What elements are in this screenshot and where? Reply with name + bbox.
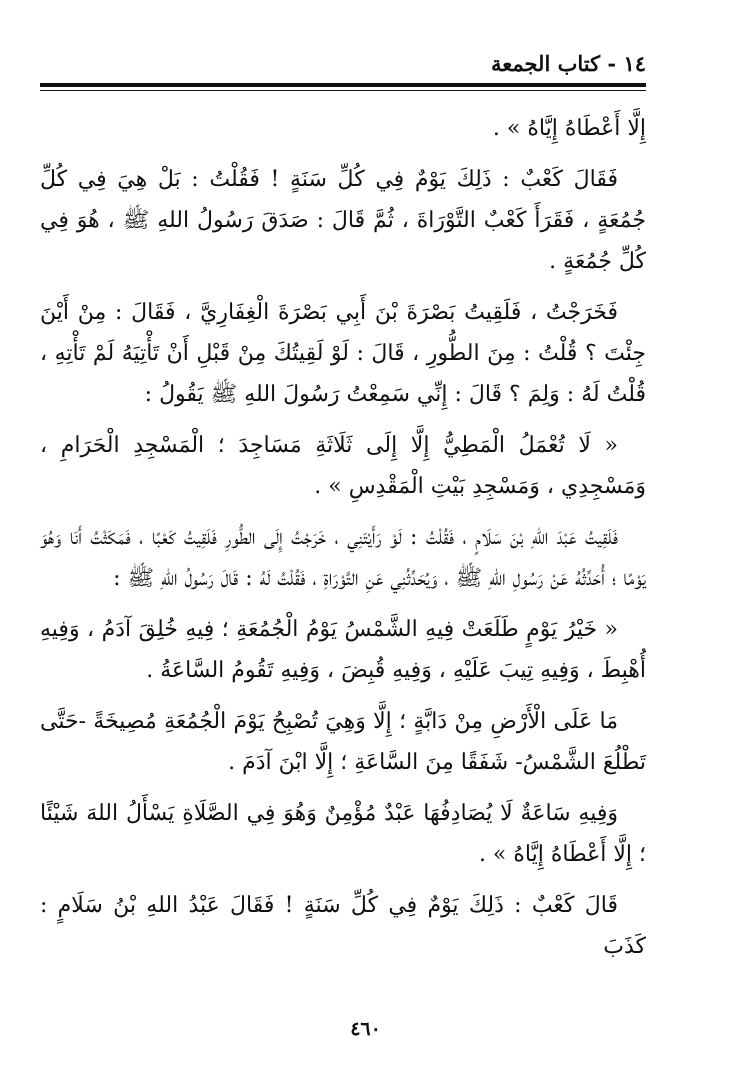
hadith-creatures: مَا عَلَى الْأَرْضِ مِنْ دَابَّةٍ ؛ إِلَّا وَهِيَ تُصْبِحُ يَوْمَ الْجُمُعَةِ مُصِيخَةً -حَتَّى تَطْلُعَ الشَّمْسُ- شَفَقًا مِنَ السَّاعَةِ ؛ إِلَّا ابْنَ آدَمَ . — [40, 709, 646, 775]
paragraph-kab-reply: فَقَالَ كَعْبٌ : ذَلِكَ يَوْمٌ فِي كُلِّ سَنَةٍ ! فَقُلْتُ : بَلْ هِيَ فِي كُلِّ جُمُعَةٍ ، فَقَرَأَ كَعْبٌ التَّوْرَاةَ ، ثُمَّ قَالَ : صَدَقَ رَسُولُ اللهِ ﷺ ، هُوَ فِي كُلِّ جُمُعَةٍ . — [40, 167, 646, 274]
header-rule-thin — [40, 90, 646, 91]
hadith-best-day: « خَيْرُ يَوْمٍ طَلَعَتْ فِيهِ الشَّمْسُ يَوْمُ الْجُمُعَةِ ؛ فِيهِ خُلِقَ آدَمُ ، وَفِيهِ أُهْبِطَ ، وَفِيهِ تِيبَ عَلَيْهِ ، وَفِيهِ قُبِضَ ، وَفِيهِ تَقُومُ السَّاعَةُ . — [40, 617, 646, 683]
running-head: ١٤ - كتاب الجمعة — [490, 51, 646, 76]
paragraph-abdullah-meeting: فَلَقِيتُ عَبْدَ اللهِ بْنَ سَلَامٍ ، فَقُلْتُ : لَوْ رَأَيْتَنِي ، خَرَجْتُ إِلَى الطُّورِ فَلَقِيتُ كَعْبًا ، فَمَكَثْتُ أَنَا وَهُوَ يَوْمًا ؛ أُحَدِّثُهُ عَنْ رَسُولِ اللهِ ﷺ ، وَيُحَدِّثُنِي عَنِ التَّوْرَاةِ ، فَقُلْتُ لَهُ : قَالَ رَسُولُ اللهِ ﷺ : — [40, 525, 646, 591]
header-rule-thick — [40, 83, 646, 87]
hadith-hour: وَفِيهِ سَاعَةٌ لَا يُصَادِفُهَا عَبْدٌ مُؤْمِنٌ وَهُوَ فِي الصَّلَاةِ يَسْأَلُ اللهَ شَيْئًا ؛ إِلَّا أَعْطَاهُ إِيَّاهُ » . — [40, 801, 646, 867]
paragraph-kab-says: قَالَ كَعْبٌ : ذَلِكَ يَوْمٌ فِي كُلِّ سَنَةٍ ! فَقَالَ عَبْدُ اللهِ بْنُ سَلَامٍ : كَذَبَ — [40, 893, 646, 959]
paragraph-basra-meeting: فَخَرَجْتُ ، فَلَقِيتُ بَصْرَةَ بْنَ أَبِي بَصْرَةَ الْغِفَارِيَّ ، فَقَالَ : مِنْ أَيْنَ جِئْتَ ؟ قُلْتُ : مِنَ الطُّورِ ، قَالَ : لَوْ لَقِيتُكَ مِنْ قَبْلِ أَنْ تَأْتِيَهُ لَمْ تَأْتِهِ ، قُلْتُ لَهُ : وَلِمَ ؟ قَالَ : إِنِّي سَمِعْتُ رَسُولَ اللهِ ﷺ يَقُولُ : — [40, 300, 646, 407]
body-text — [40, 108, 646, 977]
hadith-three-mosques: « لَا تُعْمَلُ الْمَطِيُّ إِلَّا إِلَى ثَلَاثَةِ مَسَاجِدَ ؛ الْمَسْجِدِ الْحَرَامِ ، وَمَسْجِدِي ، وَمَسْجِدِ بَيْتِ الْمَقْدِسِ » . — [40, 433, 646, 499]
page-number: ٤٦٠ — [350, 1018, 381, 1040]
page-header — [40, 42, 646, 80]
paragraph-continuation: إِلَّا أَعْطَاهُ إِيَّاهُ » . — [492, 116, 646, 141]
